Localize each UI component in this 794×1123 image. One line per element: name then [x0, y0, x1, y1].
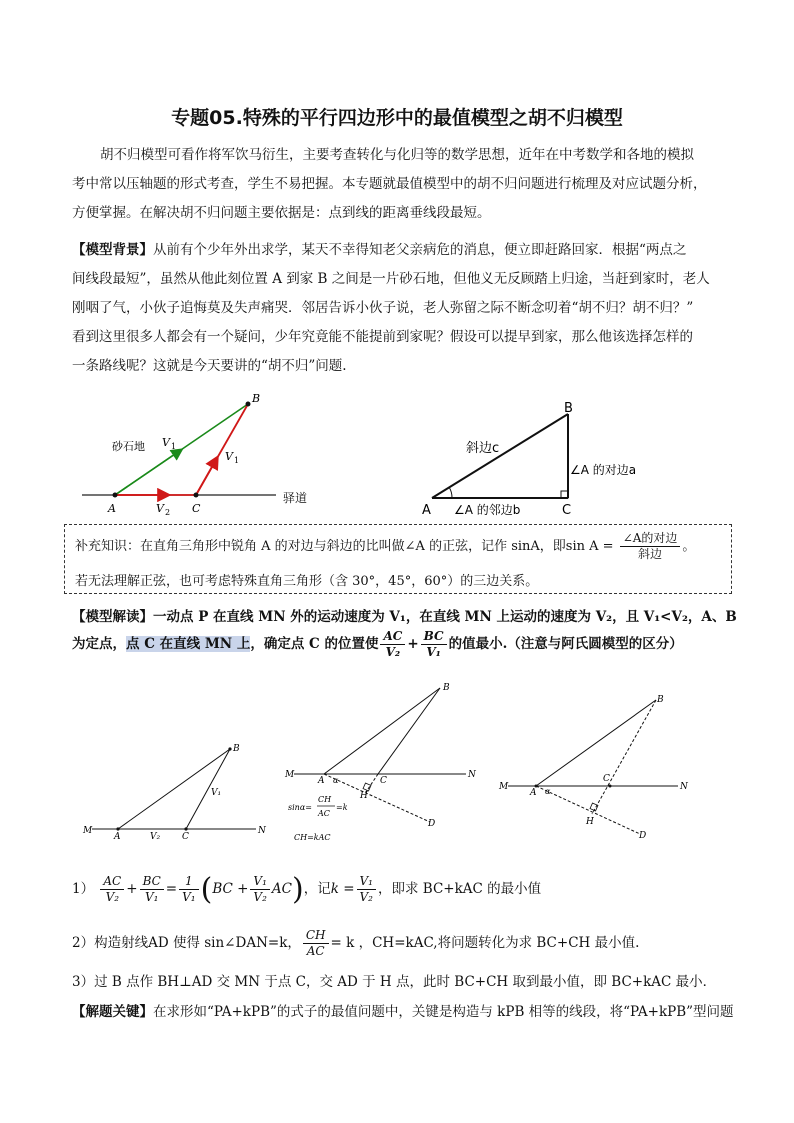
point-c-label: C: [192, 502, 201, 515]
figure-model-construction: [282, 680, 482, 850]
page-title: 专题05.特殊的平行四边形中的最值模型之胡不归模型: [171, 107, 623, 129]
v1-sub-2: 1: [234, 456, 240, 465]
intro-line: 方便掌握。在解决胡不归问题主要依据是：点到线的距离垂线段最短。: [72, 205, 491, 221]
h-label: H: [586, 817, 594, 827]
background-paragraph: [72, 236, 732, 381]
intro-line: 胡不归模型可看作将军饮马衍生，主要考查转化与化归等的数学思想，近年在中考数学和各地的模拟: [100, 147, 694, 163]
v1-label: V₁: [211, 788, 222, 798]
v1-label-2: V: [225, 450, 233, 463]
v2-sub: 2: [165, 508, 171, 517]
highlight-c-on-mn: 点 C 在直线 MN 上: [126, 636, 251, 652]
tri-b-label: B: [564, 401, 573, 416]
interp-line-1: 【模型解读】一动点 P 在直线 MN 外的运动速度为 V₁，在直线 MN 上运动的速度为 V₂，且 V₁<V₂，A、B: [72, 609, 737, 625]
tri-c-label: C: [562, 503, 572, 518]
background-line: 一条路线呢？这就是今天要讲的“胡不归”问题.: [72, 358, 347, 374]
figure-model-solution: [496, 690, 696, 850]
v2-label: V: [156, 502, 164, 515]
step-1: 1） $\frac{AC}{\text{V₂}}$ + $\frac{BC}{\text{V₁}}$ = $\frac{1}{\text{V₁}}$ (BC + $\frac{\text{V₁}}{\text{V₂}}$ AC)，记k = $\frac{\text{V₁}}{\text{V₂}}$ ，即求 BC+kAC 的最小值: [72, 872, 542, 907]
alpha-label: α: [545, 787, 551, 796]
road-label: 驿道: [283, 491, 308, 505]
c-label: C: [182, 832, 189, 840]
v2-label: V₂: [150, 832, 161, 840]
point-b-label: B: [252, 392, 261, 405]
sine-fraction: $\frac{\text{∠A的对边}}{\text{斜边}}$: [620, 531, 681, 562]
c-label: C: [603, 774, 610, 784]
n-label: N: [680, 782, 688, 792]
hyp-label: 斜边c: [466, 441, 500, 456]
figure-path-diagram: [78, 390, 308, 520]
n-label: N: [468, 770, 476, 780]
b-label: B: [443, 683, 450, 693]
point-a-label: A: [108, 502, 116, 515]
sin-label: sinα=: [288, 803, 312, 812]
figure-right-triangle: [418, 398, 658, 520]
a-label: A: [114, 832, 121, 840]
background-line: 看到这里很多人都会有一个疑问，少年究竟能不能提前到家呢？假设可以提早到家，那么他该选择怎样的: [72, 329, 693, 345]
intro-paragraph: [72, 141, 732, 170]
sin-k: =k: [336, 803, 348, 812]
alpha-label: α: [333, 776, 339, 785]
m-label: M: [83, 826, 93, 836]
v1-label: V: [162, 436, 170, 449]
tri-a-label: A: [422, 503, 431, 518]
v1-sub: 1: [171, 442, 177, 451]
b-label: B: [233, 744, 240, 754]
a-label: A: [318, 776, 325, 786]
background-line: 刚咽了气，小伙子追悔莫及失声痛哭．邻居告诉小伙子说，老人弥留之际不断念叨着“胡不归？胡不归？”: [72, 300, 694, 316]
n-label: N: [258, 826, 266, 836]
sin-num: CH: [318, 795, 332, 804]
background-tag: 【模型背景】: [72, 242, 153, 258]
supplement-line-1: 补充知识：在直角三角形中锐角 A 的对边与斜边的比叫做∠A 的正弦，记作 sinA，即sin A = $\frac{\text{∠A的对边}}{\text{斜边}}$ 。: [75, 531, 696, 561]
adj-label: ∠A 的邻边b: [454, 503, 521, 517]
interp-line-2: 为定点，点 C 在直线 MN 上，确定点 C 的位置使 $\frac{AC}{\text{V₂}}$ + $\frac{BC}{\text{V₁}}$ 的值最小.（注意与阿氏圆模型的区分）: [72, 629, 683, 659]
a-label: A: [530, 788, 537, 798]
sand-label: 砂石地: [112, 440, 145, 453]
background-line: 间线段最短”，虽然从他此刻位置 A 到家 B 之间是一片砂石地，但他义无反顾踏上归途，当赶到家时，老人: [72, 271, 710, 287]
m-label: M: [285, 770, 295, 780]
step-3: 3）过 B 点作 BH⊥AD 交 MN 于点 C，交 AD 于 H 点，此时 BC+CH 取到最小值，即 BC+kAC 最小．: [72, 974, 717, 990]
b-label: B: [657, 695, 664, 705]
step-2: 2）构造射线AD 使得 sin∠DAN=k， $\frac{CH}{AC}$ = k ，CH=kAC,将问题转化为求 BC+CH 最小值.: [72, 928, 640, 958]
ch-kac-label: CH=kAC: [294, 833, 331, 842]
c-label: C: [380, 776, 387, 786]
d-label: D: [639, 831, 647, 841]
supplement-text: 补充知识：在直角三角形中锐角 A 的对边与斜边的比叫做∠A 的正弦，记作 sinA，即sin A =: [75, 539, 614, 554]
opp-label: ∠A 的对边a: [570, 463, 637, 477]
h-label: H: [360, 791, 368, 801]
intro-line: 考中常以压轴题的形式考查，学生不易把握。本专题就最值模型中的胡不归问题进行梳理及对应试题分析，: [72, 176, 707, 192]
d-label: D: [428, 819, 436, 829]
figure-model-basic: [80, 740, 270, 840]
background-line: 从前有个少年外出求学，某天不幸得知老父亲病危的消息，便立即赶路回家．根据“两点之: [153, 242, 687, 258]
supplement-line-2: 若无法理解正弦，也可考虑特殊直角三角形（含 30°，45°，60°）的三边关系。: [75, 574, 539, 589]
supplement-box: [64, 524, 732, 594]
intro-paragraph-cont: [72, 170, 732, 228]
sin-den: AC: [318, 809, 330, 818]
key-point: 【解题关键】在求形如“PA+kPB”的式子的最值问题中，关键是构造与 kPB 相等的线段，将“PA+kPB”型问题: [72, 1004, 734, 1020]
m-label: M: [499, 782, 509, 792]
